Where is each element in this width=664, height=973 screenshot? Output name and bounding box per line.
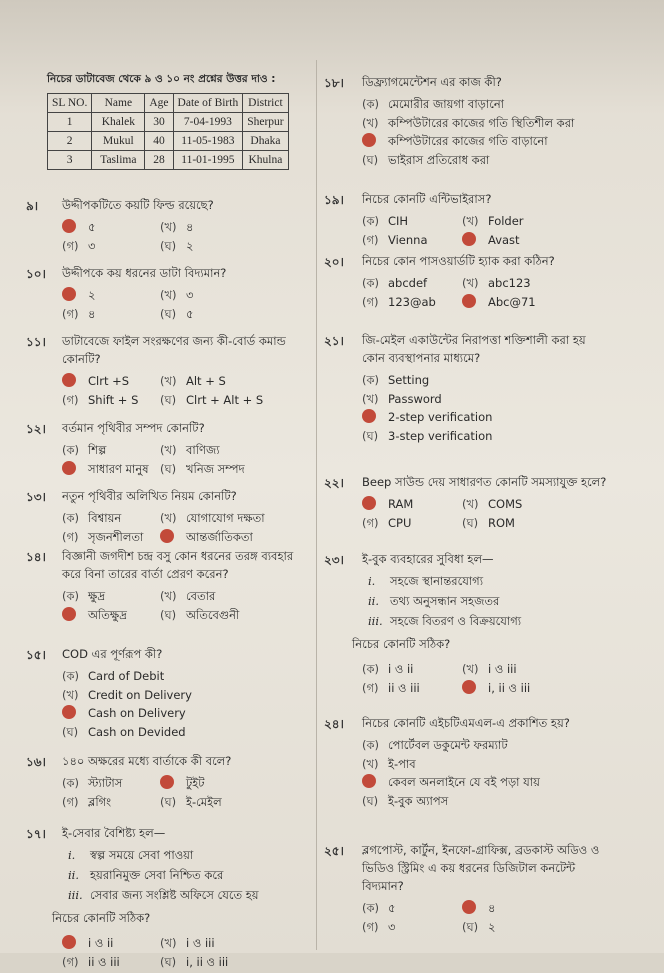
marked-answer-circle xyxy=(462,294,476,308)
option-text: Password xyxy=(388,391,442,406)
option xyxy=(362,294,436,313)
option-text: কেবল অনলাইনে যে বই পড়া যায় xyxy=(388,775,540,789)
question-text: ডাটাবেজে ফাইল সংরক্ষণের জন্য কী-বোর্ড কমান্ড xyxy=(62,334,286,348)
option-text: ROM xyxy=(488,516,515,530)
option-marker: (খ) xyxy=(462,497,479,511)
option xyxy=(160,219,193,238)
option-marker: (ঘ) xyxy=(362,793,379,808)
table-row xyxy=(48,151,289,170)
header-sl: SL NO. xyxy=(48,94,92,113)
question-number: ২২। xyxy=(324,476,344,490)
option-marker: (খ) xyxy=(462,662,479,676)
option-marker: (খ) xyxy=(362,391,379,406)
table-intro: নিচের ডাটাবেজ থেকে ৯ ও ১০ নং প্রশ্নের উত্তর দাও : xyxy=(47,73,276,85)
option xyxy=(160,510,265,529)
question-number: ১৯। xyxy=(324,193,344,207)
option xyxy=(362,391,442,410)
option xyxy=(362,919,395,938)
marked-answer-circle xyxy=(160,529,174,543)
answer-option xyxy=(462,680,530,699)
option-text: সাধারণ মানুষ xyxy=(88,462,149,476)
option-marker: (ঘ) xyxy=(462,920,479,934)
question-text: কোনটি? xyxy=(62,352,101,366)
option xyxy=(362,275,427,294)
question-text: ডিফ্র্যাগমেন্টেশন এর কাজ কী? xyxy=(362,75,502,89)
option-text: বাণিজ্য xyxy=(186,443,220,457)
option-text: ২ xyxy=(88,288,96,302)
option-text: ৩ xyxy=(88,239,96,253)
option xyxy=(62,794,111,813)
answer-option xyxy=(160,775,205,794)
option-marker: (ক) xyxy=(362,97,380,111)
option-marker: (ঘ) xyxy=(160,239,177,253)
option xyxy=(62,724,186,743)
statement: ii. হয়রানিমুক্ত সেবা নিশ্চিত করে xyxy=(68,868,224,882)
option-text: ৫ xyxy=(186,307,194,321)
table-cell: Khalek xyxy=(92,113,145,132)
question-text: উদ্দীপকটিতে কয়টি ফিল্ড রয়েছে? xyxy=(62,198,214,212)
table-cell: 1 xyxy=(48,113,92,132)
option-text: abc123 xyxy=(488,276,531,290)
marked-answer-circle xyxy=(362,409,376,423)
option-text: ভাইরাস প্রতিরোধ করা xyxy=(388,152,490,167)
option-marker: (খ) xyxy=(160,589,177,603)
answer-option xyxy=(462,232,520,247)
marked-answer-circle xyxy=(62,461,76,475)
table-cell: 2 xyxy=(48,132,92,151)
question-number: ১৪। xyxy=(26,550,46,564)
marked-answer-circle xyxy=(62,935,76,949)
option-marker: (ঘ) xyxy=(160,608,177,622)
option-marker: (গ) xyxy=(362,233,379,247)
option-text: Vienna xyxy=(388,233,428,247)
marked-answer-circle xyxy=(62,219,76,233)
option-marker: (খ) xyxy=(160,374,177,388)
option-text: 3-step verification xyxy=(388,428,493,443)
option-marker: (গ) xyxy=(362,516,379,530)
question-text: নিচের কোনটি এন্টিভাইরাস? xyxy=(362,192,492,206)
option-text: বেতার xyxy=(186,589,216,603)
option-marker: (ঘ) xyxy=(160,955,177,969)
question-text: ভিডিও স্ট্রিমিং এ কয় ধরনের ডিজিটাল কনটেন্ট xyxy=(362,861,576,875)
answer-option xyxy=(462,294,536,309)
question-text: ই-সেবার বৈশিষ্ট্য হল— xyxy=(62,826,166,840)
option-marker: (ক) xyxy=(362,662,380,676)
table-cell: Mukul xyxy=(92,132,145,151)
option-marker: (খ) xyxy=(160,288,177,302)
option-marker: (খ) xyxy=(160,511,177,525)
option xyxy=(62,588,105,607)
option xyxy=(62,306,95,325)
option-text: স্ট্যাটাস xyxy=(88,776,123,790)
option xyxy=(462,275,531,294)
marked-answer-circle xyxy=(462,232,476,246)
question-number: ১০। xyxy=(26,267,46,281)
table-cell: Sherpur xyxy=(243,113,288,132)
option-marker: (ক) xyxy=(362,214,380,228)
option-text: Setting xyxy=(388,373,430,387)
question-number: ১৩। xyxy=(26,490,46,504)
marked-answer-circle xyxy=(462,900,476,914)
option xyxy=(362,232,428,251)
option-marker: (গ) xyxy=(62,239,79,253)
answer-option xyxy=(62,607,127,626)
option xyxy=(462,496,522,515)
question-number: ১১। xyxy=(26,335,46,349)
option-text: Clrt + Alt + S xyxy=(186,393,264,407)
option-marker: (ক) xyxy=(362,738,380,752)
answer-option xyxy=(362,496,413,511)
option-text: i, ii ও iii xyxy=(186,955,229,969)
option xyxy=(62,510,121,529)
option-marker: (ক) xyxy=(62,511,80,525)
option-marker: (গ) xyxy=(362,920,379,934)
option-text: i ও iii xyxy=(488,662,517,676)
marked-answer-circle xyxy=(62,607,76,621)
question-text: নিচের কোনটি এইচটিএমএল-এ প্রকাশিত হয়? xyxy=(362,716,570,730)
option-text: ২ xyxy=(488,920,496,934)
answer-option xyxy=(62,935,113,954)
table-cell: 30 xyxy=(145,113,173,132)
table-cell: 3 xyxy=(48,151,92,170)
option xyxy=(362,515,411,534)
option-marker: (ঘ) xyxy=(362,152,379,167)
option-text: অতিক্ষুদ্র xyxy=(88,608,127,622)
option-marker: (ক) xyxy=(362,901,380,915)
option-marker: (গ) xyxy=(362,295,379,309)
statement: i. স্বল্প সময়ে সেবা পাওয়া xyxy=(68,848,194,862)
option-marker: (গ) xyxy=(62,795,79,809)
option-text: সৃজনশীলতা xyxy=(88,530,144,544)
option-text: 2-step verification xyxy=(388,410,493,424)
question-text: নিচের কোন পাসওয়ার্ডটি হ্যাক করা কঠিন? xyxy=(362,254,555,268)
option-marker: (খ) xyxy=(160,443,177,457)
option-marker: (ক) xyxy=(62,669,80,683)
option-text: ৪ xyxy=(88,307,96,321)
option-marker: (খ) xyxy=(462,214,479,228)
option xyxy=(62,954,120,973)
question-number: ১৫। xyxy=(26,648,46,662)
option xyxy=(462,661,517,680)
option xyxy=(362,428,492,447)
question-number: ২৩। xyxy=(324,553,344,567)
option-marker: (ক) xyxy=(62,589,80,603)
option-text: ৩ xyxy=(186,288,194,302)
table-row xyxy=(48,132,289,151)
option-text: কম্পিউটারের কাজের গতি বাড়ানো xyxy=(388,134,548,148)
marked-answer-circle xyxy=(62,373,76,387)
option-text: ৩ xyxy=(388,920,396,934)
option xyxy=(362,680,420,699)
option xyxy=(62,668,164,687)
option-text: আন্তর্জাতিকতা xyxy=(186,530,253,544)
question-text: COD এর পূর্ণরূপ কী? xyxy=(62,647,163,661)
option-marker: (ক) xyxy=(62,776,80,790)
option-text: Credit on Delivery xyxy=(88,687,192,702)
option-marker: (খ) xyxy=(160,220,177,234)
option-text: ক্ষুদ্র xyxy=(88,589,105,603)
option-text: 123@ab xyxy=(388,295,436,309)
option xyxy=(362,152,489,171)
question-text: উদ্দীপকে কয় ধরনের ডাটা বিদ্যমান? xyxy=(62,266,227,280)
option xyxy=(160,588,215,607)
option-text: ii ও iii xyxy=(388,681,420,695)
answer-option xyxy=(62,461,149,480)
option xyxy=(362,115,574,134)
answer-option xyxy=(362,409,492,424)
option-marker: (খ) xyxy=(362,115,379,130)
option xyxy=(160,607,239,626)
option-marker: (গ) xyxy=(62,530,79,544)
header-district: District xyxy=(243,94,288,113)
answer-option xyxy=(62,219,95,238)
answer-option xyxy=(362,774,540,793)
option-text: শিল্প xyxy=(88,443,107,457)
option xyxy=(160,935,215,954)
option-text: ই-বুক অ্যাপস xyxy=(388,793,449,808)
option-marker: (ক) xyxy=(362,373,380,387)
option-text: কম্পিউটারের কাজের গতি স্থিতিশীল করা xyxy=(388,115,575,130)
header-dob: Date of Birth xyxy=(173,94,243,113)
option xyxy=(160,373,226,392)
option-text: ii ও iii xyxy=(88,955,120,969)
question-number: ১২। xyxy=(26,422,46,436)
question-number: ৯। xyxy=(26,199,39,213)
statement: iii. সহজে বিতরণ ও বিক্রয়যোগ্য xyxy=(368,614,522,628)
option-text: বিশ্বায়ন xyxy=(88,511,122,525)
option xyxy=(160,238,193,257)
option-text: Alt + S xyxy=(186,374,226,388)
table-cell: 11-01-1995 xyxy=(173,151,243,170)
option-text: ৪ xyxy=(488,901,496,915)
table-cell: Taslima xyxy=(92,151,145,170)
question-text: বর্তমান পৃথিবীর সম্পদ কোনটি? xyxy=(62,421,205,435)
question-text: বিদ্যমান? xyxy=(362,879,404,893)
option-text: RAM xyxy=(388,497,414,511)
option xyxy=(62,392,138,411)
option-text: টুইট xyxy=(186,776,205,790)
option-text: ২ xyxy=(186,239,194,253)
question-number: ১৮। xyxy=(324,76,344,90)
table-cell: Khulna xyxy=(243,151,288,170)
answer-option xyxy=(62,705,186,720)
option-marker: (গ) xyxy=(62,955,79,969)
option-text: Folder xyxy=(488,214,524,228)
marked-answer-circle xyxy=(362,496,376,510)
option xyxy=(362,96,504,115)
option xyxy=(160,954,228,973)
option-text: ই-পাব xyxy=(388,756,416,771)
option xyxy=(160,287,193,306)
option-marker: (ঘ) xyxy=(462,516,479,530)
question-prompt: নিচের কোনটি সঠিক? xyxy=(52,911,151,925)
option-marker: (খ) xyxy=(362,756,379,771)
option-marker: (ঘ) xyxy=(160,795,177,809)
option-text: i ও ii xyxy=(88,936,114,950)
option xyxy=(62,442,106,461)
question-number: ২০। xyxy=(324,255,344,269)
question-number: ১৬। xyxy=(26,755,46,769)
option-text: পোর্টেবল ডকুমেন্ট ফরম্যাট xyxy=(388,738,508,752)
question-text: বিজ্ঞানী জগদীশ চন্দ্র বসু কোন ধরনের তরঙ্গ ব্যবহার xyxy=(62,549,294,563)
question-text: জি-মেইল একাউন্টের নিরাপত্তা শক্তিশালী করা হয় xyxy=(362,333,586,347)
question-text: কোন ব্যবস্থাপনার মাধ্যমে? xyxy=(362,351,481,365)
option-marker: (গ) xyxy=(62,307,79,321)
option xyxy=(62,775,122,794)
option-text: i ও iii xyxy=(186,936,215,950)
statement: ii. তথ্য অনুসন্ধান সহজতর xyxy=(368,594,500,608)
option-text: মেমোরীর জায়গা বাড়ানো xyxy=(388,97,505,111)
option-marker: (খ) xyxy=(462,276,479,290)
table-cell: Dhaka xyxy=(243,132,288,151)
option-text: ৪ xyxy=(186,220,194,234)
option-marker: (গ) xyxy=(62,393,79,407)
table-cell: 40 xyxy=(145,132,173,151)
option-marker: (ঘ) xyxy=(160,393,177,407)
answer-option xyxy=(462,900,495,919)
option-text: Shift + S xyxy=(88,393,139,407)
marked-answer-circle xyxy=(362,133,376,147)
option-text: Avast xyxy=(488,233,520,247)
answer-option xyxy=(160,529,253,548)
marked-answer-circle xyxy=(62,705,76,719)
option xyxy=(62,238,95,257)
question-number: ২৫। xyxy=(324,844,344,858)
answer-option xyxy=(362,133,548,152)
option xyxy=(160,461,245,480)
option-text: ৫ xyxy=(88,220,96,234)
option-marker: (ক) xyxy=(362,276,380,290)
question-text: Beep সাউন্ড দেয় সাধারণত কোনটি সমস্যাযুক্ত হলে? xyxy=(362,475,607,489)
option xyxy=(462,515,515,534)
option-marker: (ক) xyxy=(62,443,80,457)
answer-option xyxy=(62,373,129,388)
option-text: abcdef xyxy=(388,276,428,290)
column-divider xyxy=(316,60,317,950)
option xyxy=(362,213,408,232)
statement: i. সহজে স্থানান্তরযোগ্য xyxy=(368,574,484,588)
option xyxy=(160,392,263,411)
option xyxy=(362,793,448,812)
question-text: ব্লগপোস্ট, কার্টুন, ইনফো-গ্রাফিক্স, ব্রডকাস্ট অডিও ও xyxy=(362,843,600,857)
question-text: করে বিনা তারের বার্তা প্রেরণ করেন? xyxy=(62,567,229,581)
question-text: ১৪০ অক্ষরের মধ্যে বার্তাকে কী বলে? xyxy=(62,754,232,768)
option xyxy=(160,794,222,813)
option xyxy=(362,737,508,756)
option xyxy=(160,442,220,461)
option-text: Card of Debit xyxy=(88,669,165,683)
marked-answer-circle xyxy=(462,680,476,694)
table-cell: 11-05-1983 xyxy=(173,132,243,151)
marked-answer-circle xyxy=(160,775,174,789)
statement: iii. সেবার জন্য সংশ্লিষ্ট অফিসে যেতে হয় xyxy=(68,888,259,902)
question-number: ১৭। xyxy=(26,827,46,841)
option xyxy=(160,306,193,325)
question-text: নতুন পৃথিবীর অলিখিত নিয়ম কোনটি? xyxy=(62,489,237,503)
header-name: Name xyxy=(92,94,145,113)
option xyxy=(362,372,429,391)
option-marker: (খ) xyxy=(160,936,177,950)
option-text: খনিজ সম্পদ xyxy=(186,462,245,476)
marked-answer-circle xyxy=(62,287,76,301)
option-text: CPU xyxy=(388,516,412,530)
option-marker: (ঘ) xyxy=(362,428,379,443)
table-cell: 7-04-1993 xyxy=(173,113,243,132)
question-prompt: নিচের কোনটি সঠিক? xyxy=(352,637,451,651)
option-marker: (খ) xyxy=(62,687,79,702)
header-age: Age xyxy=(145,94,173,113)
option-text: ই-মেইল xyxy=(186,795,222,809)
option-marker: (গ) xyxy=(362,681,379,695)
marked-answer-circle xyxy=(362,774,376,788)
option-text: Abc@71 xyxy=(488,295,536,309)
option-text: ৫ xyxy=(388,901,396,915)
option-marker: (ঘ) xyxy=(62,724,79,739)
option-text: যোগাযোগ দক্ষতা xyxy=(186,511,265,525)
option-text: Cash on Delivery xyxy=(88,706,186,720)
question-number: ২১। xyxy=(324,334,344,348)
table-cell: 28 xyxy=(145,151,173,170)
option-marker: (ঘ) xyxy=(160,307,177,321)
option-text: CIH xyxy=(388,214,409,228)
answer-option xyxy=(62,287,95,306)
option xyxy=(362,661,413,680)
question-text: ই-বুক ব্যবহারের সুবিধা হল— xyxy=(362,552,494,566)
option-text: Clrt +S xyxy=(88,374,130,388)
option-text: COMS xyxy=(488,497,523,511)
table-header-row xyxy=(48,94,289,113)
option-text: অতিবেগুনী xyxy=(186,608,240,622)
student-table xyxy=(47,93,289,170)
option-marker: (ঘ) xyxy=(160,462,177,476)
option xyxy=(462,213,524,232)
option xyxy=(62,687,192,706)
option xyxy=(462,919,495,938)
option xyxy=(362,756,416,775)
option xyxy=(362,900,395,919)
option-text: ব্লগিং xyxy=(88,795,112,809)
table-row xyxy=(48,113,289,132)
option-text: Cash on Devided xyxy=(88,724,186,739)
option-text: i ও ii xyxy=(388,662,414,676)
option-text: i, ii ও iii xyxy=(488,681,531,695)
option xyxy=(62,529,143,548)
question-number: ২৪। xyxy=(324,717,344,731)
